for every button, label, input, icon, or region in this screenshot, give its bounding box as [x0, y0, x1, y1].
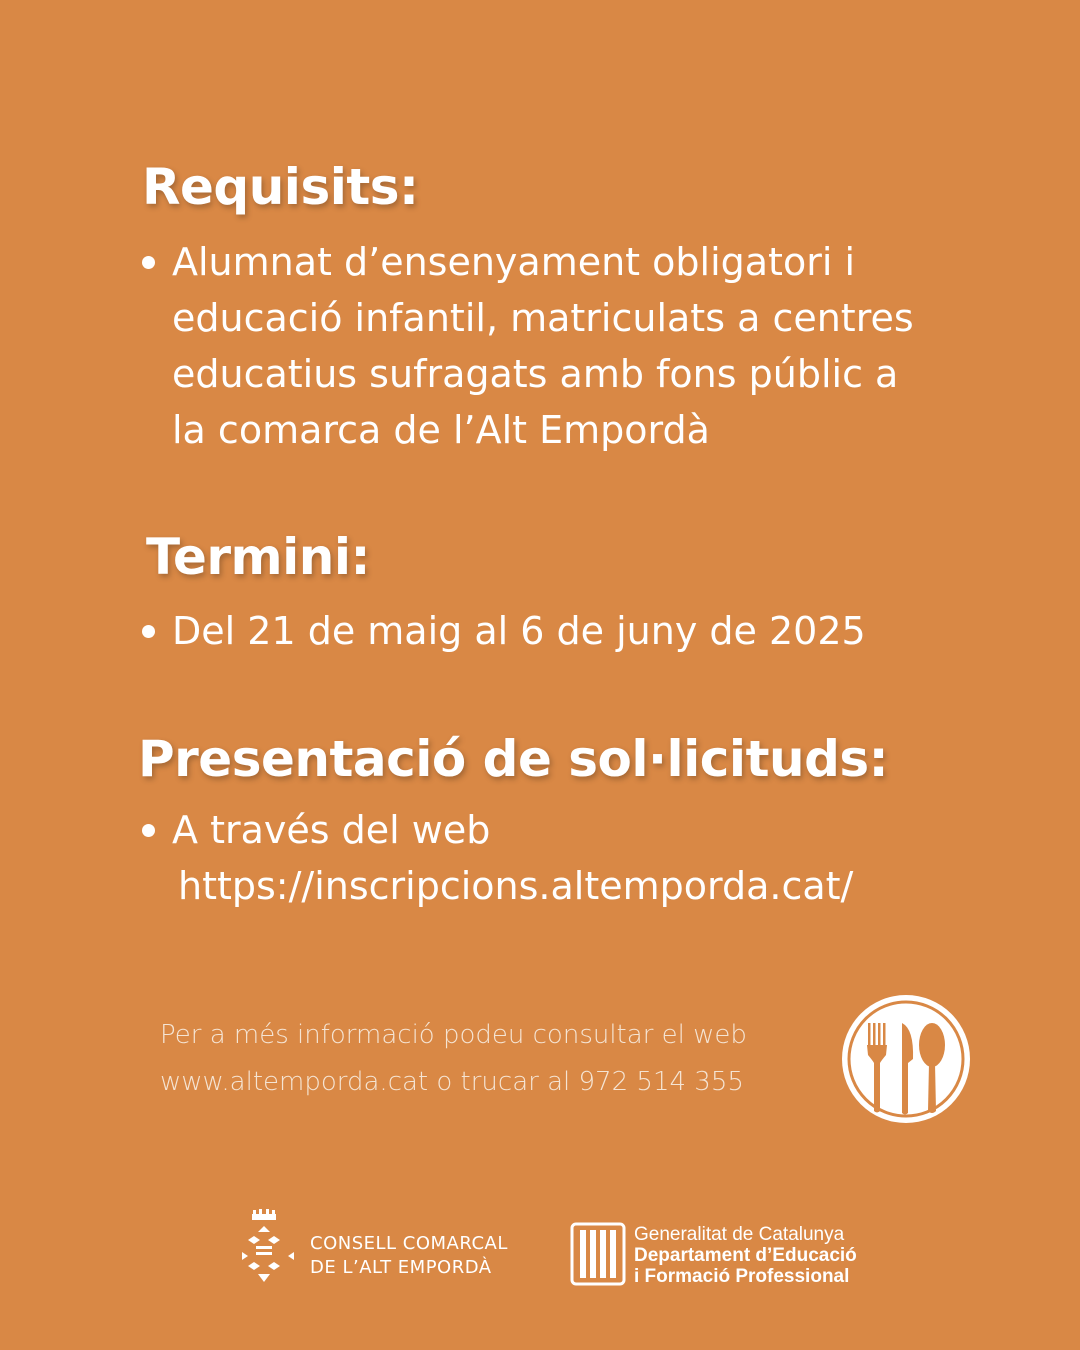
generalitat-logo-line-3: i Formació Professional [634, 1266, 850, 1287]
termini-line-1: Del 21 de maig al 6 de juny de 2025 [172, 609, 866, 653]
termini-list-item [142, 603, 1002, 663]
termini-heading: Termini: [146, 528, 371, 586]
fork-knife-spoon-plate-icon [840, 993, 972, 1125]
bullet-icon [142, 625, 155, 638]
more-info-text [160, 1012, 747, 1106]
info-line-1: Per a més informació podeu consultar el web [160, 1020, 747, 1050]
requisits-line-3: educatius sufragats amb fons públic a [172, 352, 899, 396]
info-line-2: www.altemporda.cat o trucar al 972 514 355 [160, 1067, 744, 1097]
generalitat-shield-icon [570, 1222, 626, 1286]
requisits-list-item [142, 234, 1002, 464]
requisits-line-4: la comarca de l’Alt Empordà [172, 408, 710, 452]
requisits-heading: Requisits: [142, 158, 419, 216]
presentacio-url-link[interactable]: https://inscripcions.altemporda.cat/ [178, 864, 854, 908]
generalitat-logo [570, 1222, 900, 1292]
requisits-line-2: educació infantil, matriculats a centres [172, 296, 914, 340]
bullet-icon [142, 256, 155, 269]
consell-comarcal-logo [240, 1208, 508, 1288]
consell-logo-line-1: CONSELL COMARCAL [310, 1233, 508, 1254]
consell-comarcal-emblem-icon [240, 1208, 300, 1288]
generalitat-logo-line-1: Generalitat de Catalunya [634, 1224, 845, 1245]
presentacio-heading: Presentació de sol·licituds: [138, 730, 889, 788]
requisits-line-1: Alumnat d’ensenyament obligatori i [172, 240, 856, 284]
consell-logo-line-2: DE L’ALT EMPORDÀ [310, 1257, 492, 1278]
presentacio-line-1: A través del web [172, 808, 491, 852]
generalitat-logo-line-2: Departament d’Educació [634, 1245, 857, 1266]
presentacio-list-item [142, 802, 1002, 922]
bullet-icon [142, 824, 155, 837]
